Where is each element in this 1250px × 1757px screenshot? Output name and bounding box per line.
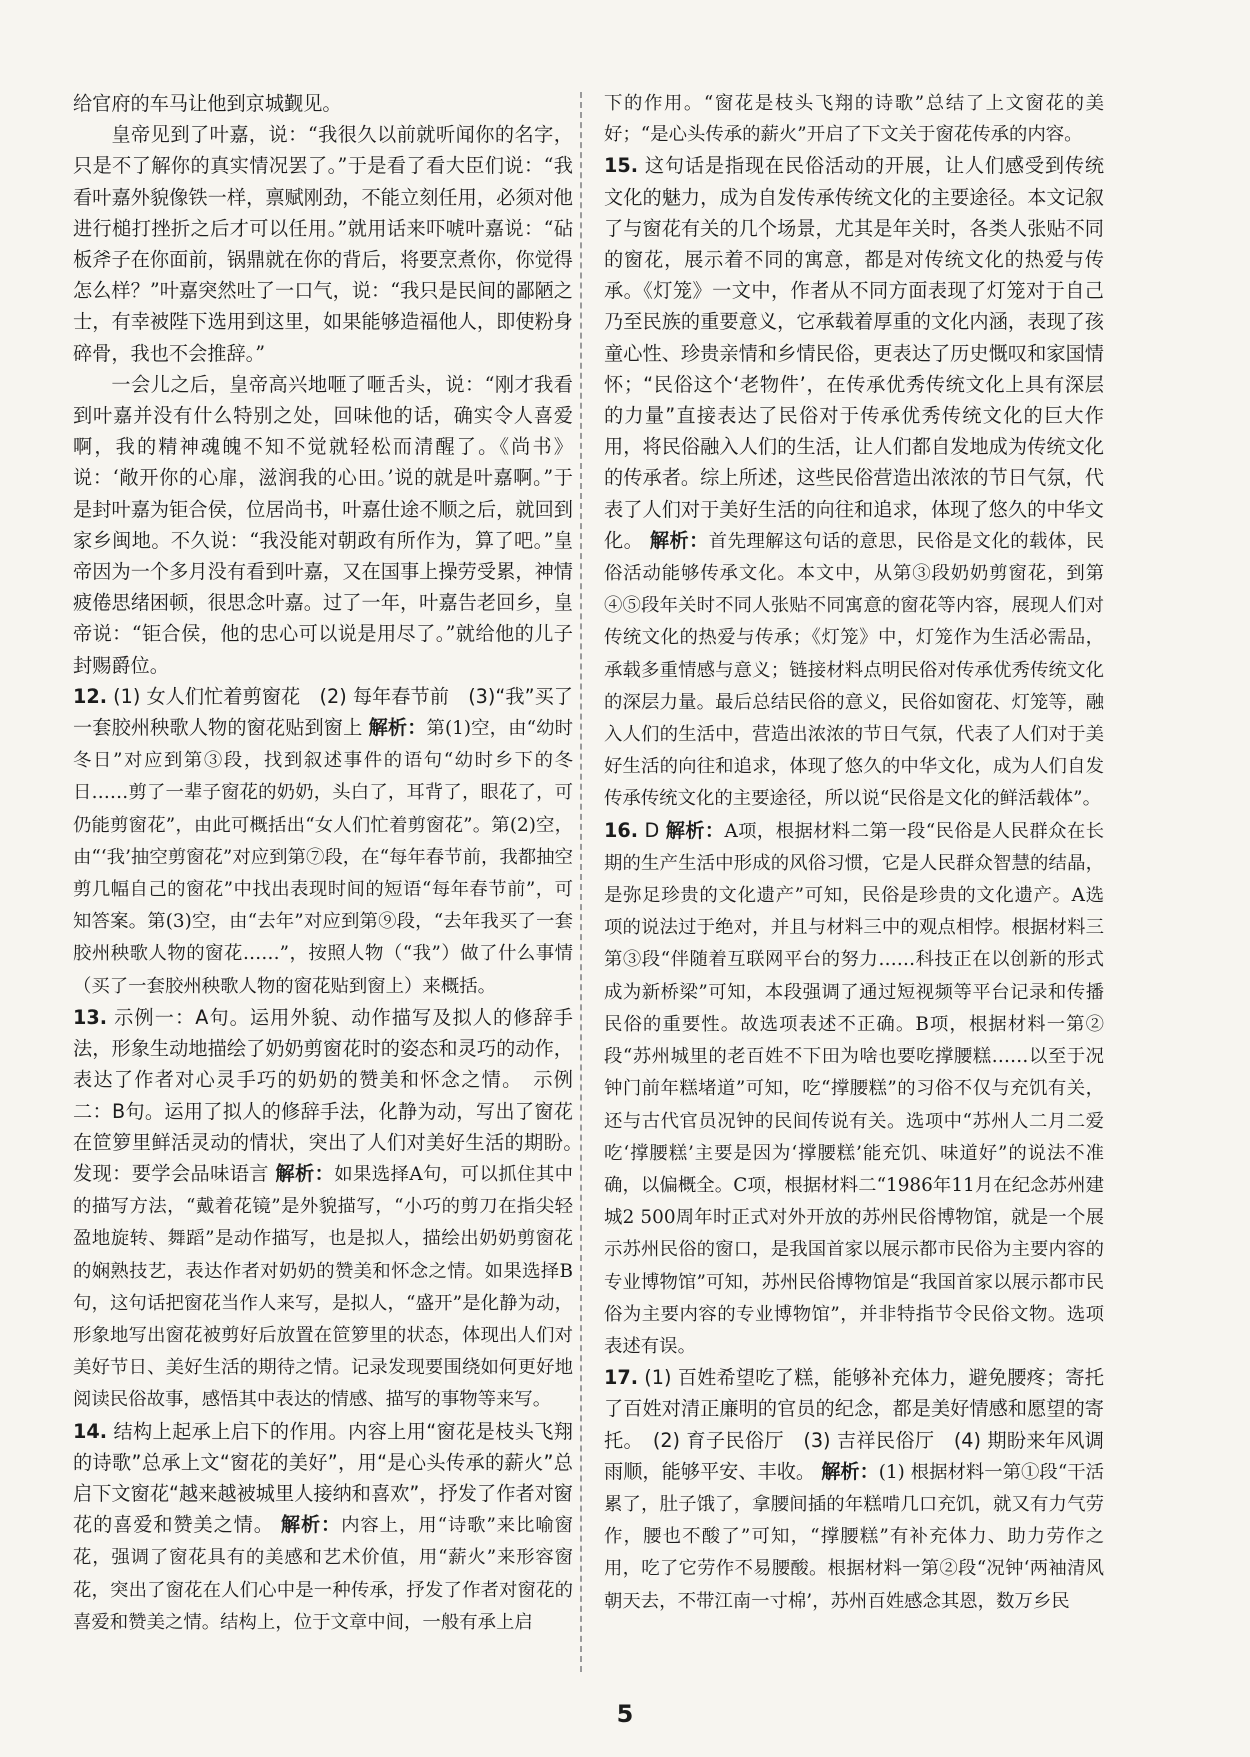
answer-item-12 [73,681,573,1002]
answer-item-15 [604,150,1104,814]
analysis-text: 内容上，用“诗歌”来比喻窗花，强调了窗花具有的美感和艺术价值，用“薪火”来形容窗花，突出了窗花在人们心中是一种传承，抒发了作者对窗花的喜爱和赞美之情。结构上，位于文章中间，一般有承上启 [73,1515,574,1633]
analysis-label: 解析： [821,1459,879,1483]
answer-item-16 [604,815,1104,1362]
analysis-text: 第(1)空，由“幼时冬日”对应到第③段，找到叙述事件的语句“幼时乡下的冬日……剪了一辈子窗花的奶奶，头白了，耳背了，眼花了，可仍能剪窗花”，由此可概括出“女人们忙着剪窗花”。第(2)空，由“‘我’抽空剪窗花”对应到第⑦段，在“每年春节前，我都抽空剪几幅自己的窗花”中找出表现时间的短语“每年春节前”，可知答案。第(3)空，由“去年”对应到第⑨段，“去年我买了一套胶州秧歌人物的窗花……”，按照人物（“我”）做了什么事情（买了一套胶州秧歌人物的窗花贴到窗上）来概括。 [73,718,574,997]
analysis-text: 如果选择A句，可以抓住其中的描写方法，“戴着花镜”是外貌描写，“小巧的剪刀在指尖轻盈地旋转、舞蹈”是动作描写，也是拟人，描绘出奶奶剪窗花的娴熟技艺，表达作者对奶奶的赞美和怀念之情。如果选择B句，这句话把窗花当作人来写，是拟人，“盛开”是化静为动，形象地写出窗花被剪好后放置在笸箩里的状态，体现出人们对美好节日、美好生活的期待之情。记录发现要围绕如何更好地阅读民俗故事，感悟其中表达的情感、描写的事物等来写。 [73,1163,574,1411]
analysis-label: 解析： [665,818,725,842]
answer-text: 示例一：A句。运用外貌、动作描写及拟人的修辞手法，形象生动地描绘了奶奶剪窗花时的姿态和灵巧的动作，表达了作者对心灵手巧的奶奶的赞美和怀念之情。 示例二：B句。运用了拟人的修辞手法，化静为动，写出了窗花在笸箩里鲜活灵动的情状，突出了人们对美好生活的期盼。 发现：要学会品味语言 [73,1005,593,1185]
answer-item-14 [73,1416,573,1638]
analysis-text: (1) 根据材料一第①段“干活累了，肚子饿了，拿腰间插的年糕啃几口充饥，就又有力气劳作，腰也不酸了”可知，“撑腰糕”有补充体力、助力劳作之用，吃了它劳作不易腰酸。根据材料一第②段“况钟‘两袖清风朝天去，不带江南一寸棉’，苏州百姓感念其恩，数万乡民 [604,1461,1105,1612]
answer-item-17 [604,1362,1104,1617]
column-divider [580,92,582,1672]
analysis-label: 解析： [649,528,709,552]
answer-item-13 [73,1002,593,1416]
question-number: 14. [73,1419,107,1443]
left-column [73,88,593,1638]
paragraph: 下的作用。“窗花是枝头飞翔的诗歌”总结了上文窗花的美好；“是心头传承的薪火”开启了下文关于窗花传承的内容。 [604,93,1104,146]
analysis-text: A项，根据材料二第一段“民俗是人民群众在长期的生产生活中形成的风俗习惯，它是人民群众智慧的结晶，是弥足珍贵的文化遗产”可知，民俗是珍贵的文化遗产。A选项的说法过于绝对，并且与材料三中的观点相悖。根据材料三第③段“伴随着互联网平台的努力……科技正在以创新的形式成为新桥梁”可知，本段强调了通过短视频等平台记录和传播民俗的重要性。故选项表述不正确。B项，根据材料一第②段“苏州城里的老百姓不下田为啥也要吃撑腰糕……以至于况钟门前年糕堵道”可知，吃“撑腰糕”的习俗不仅与充饥有关，还与古代官员况钟的民间传说有关。选项中“苏州人二月二爱吃‘撑腰糕’主要是因为‘撑腰糕’能充饥、味道好”的说法不准确，以偏概全。C项，根据材料二“1986年11月在纪念苏州建城2 500周年时正式对外开放的苏州民俗博物馆，就是一个展示苏州民俗的窗口，是我国首家以展示都市民俗为主要内容的专业博物馆”可知，苏州民俗博物馆是“我国首家以展示都市民俗为主要内容的专业博物馆”，并非特指节令民俗文物。选项表述有误。 [604,820,1105,1357]
right-column [604,88,1104,1617]
analysis-label: 解析： [275,1161,335,1185]
question-number: 12. [73,684,107,708]
question-number: 17. [604,1366,638,1390]
paragraph: 皇帝见到了叶嘉，说：“我很久以前就听闻你的名字，只是不了解你的真实情况罢了。”于是看了看大臣们说：“我看叶嘉外貌像铁一样，禀赋刚劲，不能立刻任用，必须对他进行槌打挫折之后才可以任用。”就用话来吓唬叶嘉说：“砧板斧子在你面前，锅鼎就在你的背后，将要烹煮你，你觉得怎么样？”叶嘉突然吐了一口气，说：“我只是民间的鄙陋之士，有幸被陛下选用到这里，如果能够造福他人，即使粉身碎骨，我也不会推辞。” [73,123,573,365]
answer-text: D [644,818,660,842]
answer-text: (1) 女人们忙着剪窗花 (2) 每年春节前 (3)“我”买了一套胶州秧歌人物的窗花贴到窗上 [73,684,573,740]
answer-text: 结构上起承上启下的作用。内容上用“窗花是枝头飞翔的诗歌”总承上文“窗花的美好”，用“是心头传承的薪火”总启下文窗花“越来越被城里人接纳和喜欢”，抒发了作者对窗花的喜爱和赞美之情。 [73,1419,573,1537]
question-number: 16. [604,818,638,842]
question-number: 15. [604,154,638,178]
analysis-label: 解析： [280,1513,342,1537]
paragraph: 一会儿之后，皇帝高兴地咂了咂舌头，说：“刚才我看到叶嘉并没有什么特别之处，回味他的话，确实令人喜爱啊，我的精神魂魄不知不觉就轻松而清醒了。《尚书》说：‘敞开你的心扉，滋润我的心田。’说的就是叶嘉啊。”于是封叶嘉为钜合侯，位居尚书，叶嘉仕途不顺之后，就回到家乡闽地。不久说：“我没能对朝政有所作为，算了吧。”皇帝因为一个多月没有看到叶嘉，又在国事上操劳受累，神情疲倦思绪困顿，很思念叶嘉。过了一年，叶嘉告老回乡，皇帝说：“钜合侯，他的忠心可以说是用尽了。”就给他的儿子封赐爵位。 [73,372,573,677]
answer-text: 这句话是指现在民俗活动的开展，让人们感受到传统文化的魅力，成为自发传承传统文化的主要途径。本文记叙了与窗花有关的几个场景，尤其是年关时，各类人张贴不同的窗花，展示着不同的寓意，都是对传统文化的热爱与传承。《灯笼》一文中，作者从不同方面表现了灯笼对于自己乃至民族的重要意义，它承载着厚重的文化内涵，表现了孩童心性、珍贵亲情和乡情民俗，更表达了历史慨叹和家国情怀；“民俗这个‘老物件’，在传承优秀传统文化上具有深层的力量”直接表达了民俗对于传承优秀传统文化的巨大作用，将民俗融入人们的生活，让人们都自发地成为传统文化的传承者。综上所述，这些民俗营造出浓浓的节日气氛，代表了人们对于美好生活的向往和追求，体现了悠久的中华文化。 [604,154,1105,552]
answer-text: (1) 百姓希望吃了糕，能够补充体力，避免腰疼；寄托了百姓对清正廉明的官员的纪念，都是美好情感和愿望的寄托。 (2) 育子民俗厅 (3) 吉祥民俗厅 (4) 期盼来年风调雨顺，能够平安、丰收。 [604,1366,1104,1483]
question-number: 13. [73,1005,107,1029]
paragraph: 给官府的车马让他到京城觐见。 [73,92,342,115]
analysis-text: 首先理解这句话的意思，民俗是文化的载体，民俗活动能够传承文化。本文中，从第③段奶奶剪窗花，到第④⑤段年关时不同人张贴不同寓意的窗花等内容，展现人们对传统文化的热爱与传承；《灯笼》中，灯笼作为生活必需品，承载多重情感与意义；链接材料点明民俗对传承优秀传统文化的深层力量。最后总结民俗的意义，民俗如窗花、灯笼等，融入人们的生活中，营造出浓浓的节日气氛，代表了人们对于美好生活的向往和追求，体现了悠久的中华文化，成为人们自发传承传统文化的主要途径，所以说“民俗是文化的鲜活载体”。 [604,530,1104,810]
page-number: 5 [616,1700,634,1728]
analysis-label: 解析： [368,716,427,740]
